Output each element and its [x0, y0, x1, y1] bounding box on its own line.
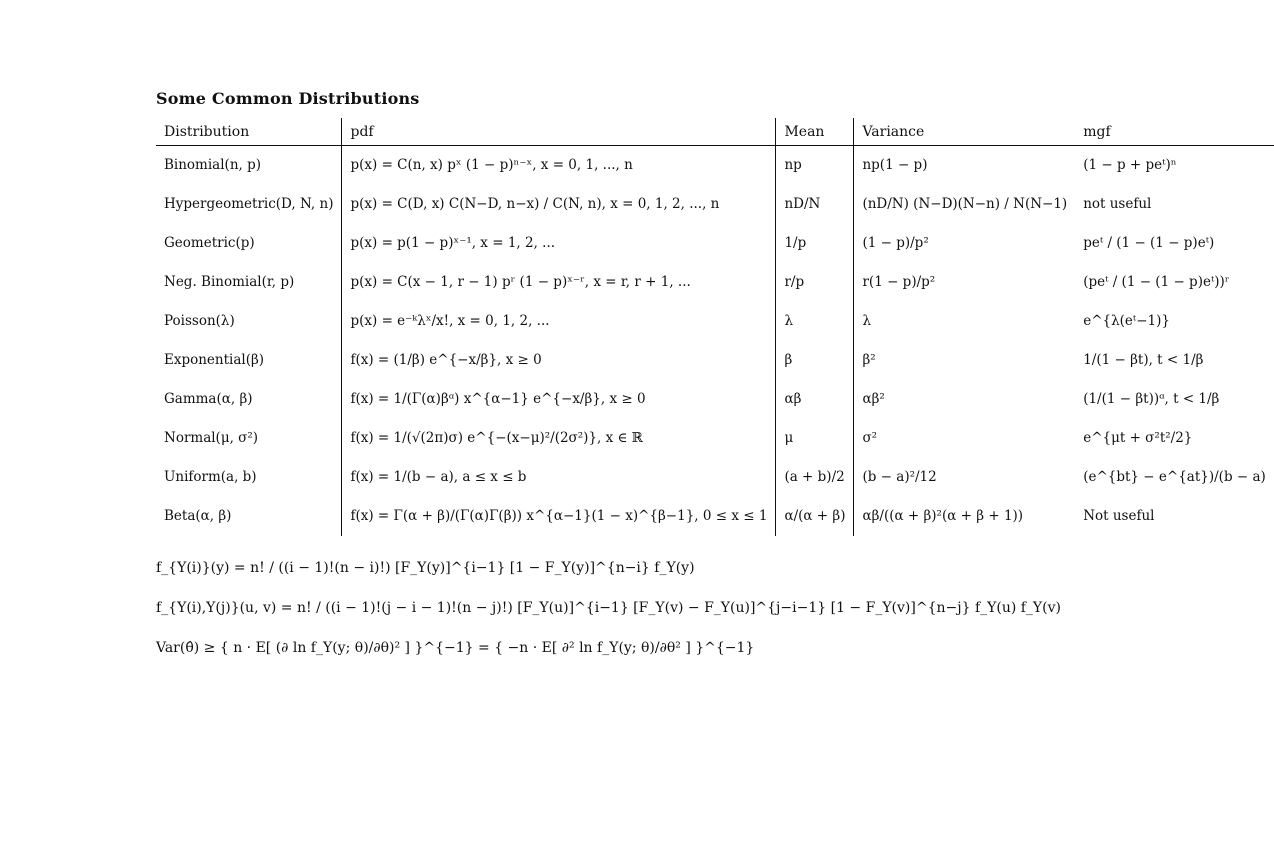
cell-distribution: Beta(α, β) — [164, 508, 232, 524]
cell-mgf: (1/(1 − βt))ᵅ, t < 1/β — [1083, 391, 1220, 407]
cell-pdf: f(x) = Γ(α + β)/(Γ(α)Γ(β)) x^{α−1}(1 − x)^{β−1}, 0 ≤ x ≤ 1 — [342, 497, 776, 536]
cell-distribution: Geometric(p) — [164, 235, 255, 251]
cell-variance: αβ/((α + β)²(α + β + 1)) — [854, 497, 1075, 536]
cell-variance: β² — [854, 341, 1075, 380]
cell-pdf: p(x) = C(x − 1, r − 1) pʳ (1 − p)ˣ⁻ʳ, x = r, r + 1, ... — [342, 263, 776, 302]
table-row — [156, 341, 1274, 380]
cell-distribution: Hypergeometric(D, N, n) — [164, 196, 334, 212]
cell-distribution: Gamma(α, β) — [164, 391, 253, 407]
cell-pdf: f(x) = 1/(Γ(α)βᵅ) x^{α−1} e^{−x/β}, x ≥ 0 — [342, 380, 776, 419]
cell-mean: 1/p — [776, 224, 854, 263]
cell-pdf: p(x) = p(1 − p)ˣ⁻¹, x = 1, 2, ... — [342, 224, 776, 263]
cell-mean: (a + b)/2 — [776, 458, 854, 497]
cell-mean: μ — [776, 419, 854, 458]
cell-variance: λ — [854, 302, 1075, 341]
col-header-mean: Mean — [776, 118, 854, 146]
cell-mgf: (e^{bt} − e^{at})/(b − a) — [1083, 469, 1266, 485]
formula-order-stat-joint: f_{Y(i),Y(j)}(u, v) = n! / ((i − 1)!(j − i − 1)!(n − j)!) [F_Y(u)]^{i−1} [F_Y(v) − F_Y(u)]^{j−i−1} [1 − F_Y(v)]^{n−j} f_Y(u) f_Y(v) — [156, 600, 1062, 616]
col-header-mgf: mgf — [1075, 118, 1274, 146]
cell-mean: α/(α + β) — [776, 497, 854, 536]
cell-variance: σ² — [854, 419, 1075, 458]
cell-mgf: 1/(1 − βt), t < 1/β — [1083, 352, 1204, 368]
cell-distribution: Poisson(λ) — [164, 313, 235, 329]
table-header-row — [156, 118, 1274, 146]
distributions-table — [156, 118, 1274, 536]
cell-pdf: f(x) = 1/(b − a), a ≤ x ≤ b — [342, 458, 776, 497]
table-row — [156, 185, 1274, 224]
table-row — [156, 497, 1274, 536]
cell-variance: (1 − p)/p² — [854, 224, 1075, 263]
table-row — [156, 263, 1274, 302]
cell-variance: (nD/N) (N−D)(N−n) / N(N−1) — [854, 185, 1075, 224]
cell-mgf: (1 − p + peᵗ)ⁿ — [1083, 157, 1177, 174]
cell-distribution: Neg. Binomial(r, p) — [164, 274, 295, 290]
cell-mgf: Not useful — [1083, 508, 1155, 524]
cell-mean: αβ — [776, 380, 854, 419]
cell-mgf: peᵗ / (1 − (1 − p)eᵗ) — [1083, 235, 1215, 251]
table-row — [156, 224, 1274, 263]
cell-distribution: Normal(μ, σ²) — [164, 430, 259, 446]
cell-mean: np — [776, 146, 854, 185]
col-header-variance: Variance — [854, 118, 1075, 146]
order-statistics-formulas — [156, 548, 1061, 668]
cell-mean: β — [776, 341, 854, 380]
table-row — [156, 380, 1274, 419]
formula-order-stat-single: f_{Y(i)}(y) = n! / ((i − 1)!(n − i)!) [F_Y(y)]^{i−1} [1 − F_Y(y)]^{n−i} f_Y(y) — [156, 560, 695, 576]
cell-pdf: p(x) = C(n, x) pˣ (1 − p)ⁿ⁻ˣ, x = 0, 1, ..., n — [342, 146, 776, 185]
cell-mgf: (peᵗ / (1 − (1 − p)eᵗ))ʳ — [1083, 274, 1230, 290]
cell-distribution: Binomial(n, p) — [164, 157, 261, 174]
cell-pdf: f(x) = (1/β) e^{−x/β}, x ≥ 0 — [342, 341, 776, 380]
cell-mgf: e^{μt + σ²t²/2} — [1083, 430, 1193, 446]
cell-variance: (b − a)²/12 — [854, 458, 1075, 497]
col-header-pdf: pdf — [342, 118, 776, 146]
formula-cramer-rao-bound: Var(θ̂) ≥ { n · E[ (∂ ln f_Y(y; θ)/∂θ)² ] }^{−1} = { −n · E[ ∂² ln f_Y(y; θ)/∂θ² ] }^{−1} — [156, 640, 755, 656]
cell-pdf: f(x) = 1/(√(2π)σ) e^{−(x−μ)²/(2σ²)}, x ∈ ℝ — [342, 419, 776, 458]
cell-variance: αβ² — [854, 380, 1075, 419]
cell-variance: r(1 − p)/p² — [854, 263, 1075, 302]
page-title: Some Common Distributions — [156, 89, 420, 108]
col-header-distribution: Distribution — [156, 118, 342, 146]
cell-mgf: e^{λ(eᵗ−1)} — [1083, 313, 1170, 329]
table-row — [156, 302, 1274, 341]
cell-variance: np(1 − p) — [854, 146, 1075, 185]
table-row — [156, 146, 1274, 185]
cell-pdf: p(x) = C(D, x) C(N−D, n−x) / C(N, n), x = 0, 1, 2, ..., n — [342, 185, 776, 224]
table-row — [156, 419, 1274, 458]
cell-mgf: not useful — [1083, 196, 1152, 212]
cell-mean: nD/N — [776, 185, 854, 224]
cell-mean: λ — [776, 302, 854, 341]
cell-distribution: Exponential(β) — [164, 352, 265, 368]
cell-distribution: Uniform(a, b) — [164, 469, 257, 485]
table-row — [156, 458, 1274, 497]
cell-pdf: p(x) = e⁻ᵏλˣ/x!, x = 0, 1, 2, ... — [342, 302, 776, 341]
cell-mean: r/p — [776, 263, 854, 302]
